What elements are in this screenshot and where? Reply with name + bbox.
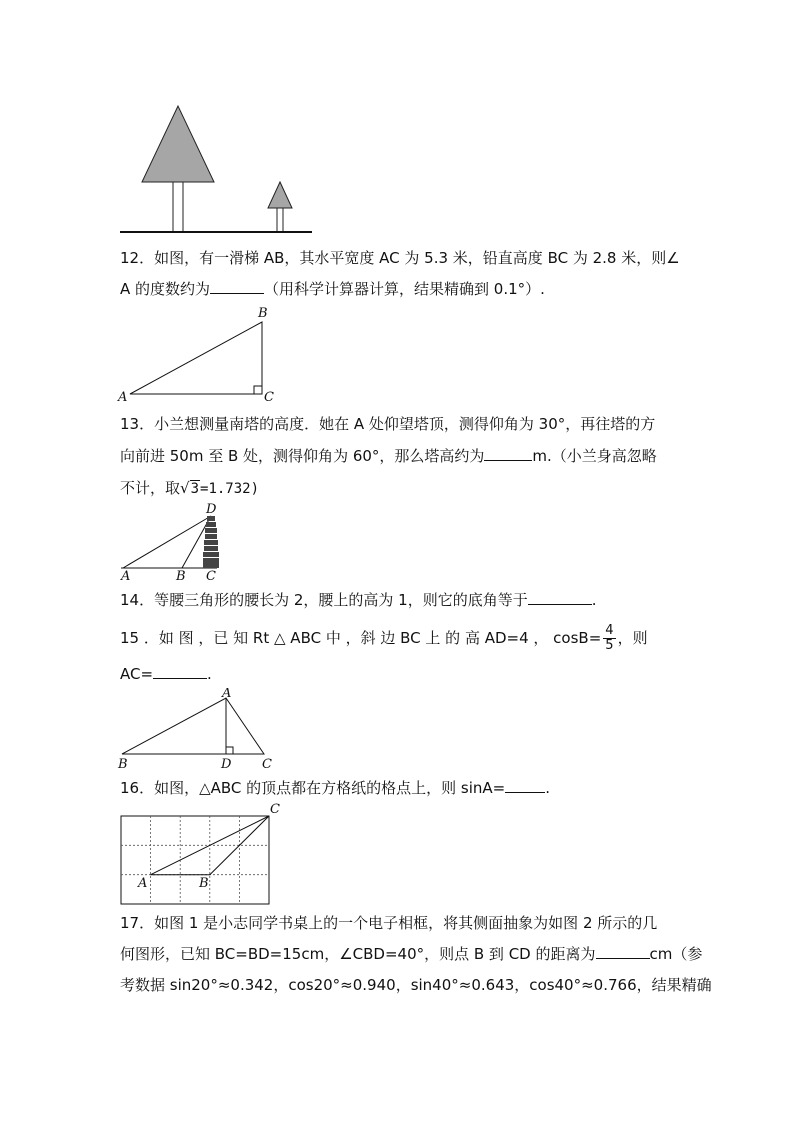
triangle-abc [130, 322, 262, 394]
q15-text-2b: . [207, 665, 212, 683]
trees-figure [118, 100, 318, 240]
q14-text-1a: 14．等腰三角形的腰长为 2，腰上的高为 1，则它的底角等于 [120, 591, 528, 609]
q16-label-b: B [199, 876, 209, 891]
grid-triangle-figure [115, 800, 285, 910]
fraction-numerator: 4 [605, 623, 614, 638]
q15-text-2a: AC= [120, 665, 154, 683]
q15-label-c: C [262, 757, 272, 772]
q13-answer-blank[interactable] [484, 446, 532, 461]
q15-answer-blank[interactable] [153, 664, 207, 679]
fraction-denominator: 5 [605, 638, 614, 653]
q17-line1 [120, 913, 657, 933]
q12-line2 [120, 279, 545, 299]
q16-text-1b: . [545, 779, 551, 797]
q13-line1 [120, 414, 655, 434]
q13-text-3b: =1.732) [200, 481, 260, 497]
q12-label-c: C [264, 390, 274, 404]
cos-fraction [603, 624, 615, 653]
q12-label-a: A [118, 390, 128, 404]
q16-label-a: A [138, 876, 148, 891]
q15-line1 [120, 624, 648, 653]
q17-text-1: 17．如图 1 是小志同学书桌上的一个电子相框，将其侧面抽象为如图 2 所示的几 [120, 914, 658, 932]
q15-label-b: B [118, 757, 128, 772]
q16-label-c: C [270, 802, 280, 817]
q12-answer-blank[interactable] [210, 279, 264, 294]
q13-label-c: C [206, 569, 216, 584]
q13-line3 [120, 478, 259, 499]
q14-answer-blank[interactable] [528, 590, 592, 605]
q13-text-3a: 不计，取 [120, 479, 181, 497]
q13-label-d: D [206, 502, 217, 517]
right-angle-mark [254, 386, 262, 394]
q12-text-2a: A 的度数约为 [120, 280, 211, 298]
pagoda-icon [203, 516, 219, 568]
q12-label-b: B [258, 306, 268, 321]
sight-line-a [123, 516, 211, 568]
q15-text-1a: 15 ．如 图 ，已 知 Rt △ ABC 中 ，斜 边 BC 上 的 高 AD=4 ， cosB= [120, 629, 602, 647]
q12-text-2b: （用科学计算器计算，结果精确到 0.1°）. [264, 280, 545, 298]
q13-label-a: A [121, 569, 131, 584]
slide-triangle-figure [115, 304, 285, 404]
altitude-right-angle-mark [226, 747, 233, 754]
q15-label-a: A [222, 688, 232, 701]
q17-line3 [120, 975, 712, 995]
q16-text-1a: 16．如图，△ABC 的顶点都在方格纸的格点上，则 sinA= [120, 779, 506, 797]
q14-text-1b: . [591, 591, 597, 609]
q13-line2 [120, 446, 657, 466]
q17-answer-blank[interactable] [596, 944, 650, 959]
short-tree-trunk [277, 208, 283, 232]
q15-line2 [120, 664, 212, 684]
q12-line1 [120, 248, 680, 268]
q17-text-3: 考数据 sin20°≈0.342，cos20°≈0.940，sin40°≈0.643，cos40°≈0.766，结果精确 [120, 976, 712, 994]
q15-label-d: D [221, 757, 232, 772]
q16-line1 [120, 778, 550, 798]
q14-line1 [120, 590, 597, 610]
sqrt-symbol: √3 [180, 479, 200, 497]
tall-tree-crown [142, 106, 214, 182]
q15-text-1b: ，则 [617, 629, 648, 647]
q13-text-2a: 向前进 50m 至 B 处，测得仰角为 60°，那么塔高约为 [120, 447, 485, 465]
short-tree-crown [268, 182, 292, 208]
q16-answer-blank[interactable] [505, 778, 545, 793]
sqrt-radicand: 3 [190, 481, 200, 497]
tall-tree-trunk [173, 182, 183, 232]
q17-text-2b: cm（参 [649, 945, 703, 963]
q17-text-2a: 何图形，已知 BC=BD=15cm，∠CBD=40°，则点 B 到 CD 的距离为 [120, 945, 596, 963]
triangle-abc-q15 [122, 698, 264, 754]
q17-line2 [120, 944, 702, 964]
q13-label-b: B [176, 569, 186, 584]
q13-text-1: 13．小兰想测量南塔的高度．她在 A 处仰望塔顶，测得仰角为 30°，再往塔的方 [120, 415, 656, 433]
q12-text-1: 12．如图，有一滑梯 AB，其水平宽度 AC 为 5.3 米，铅直高度 BC 为 2.8 米，则∠ [120, 249, 680, 267]
right-triangle-altitude-figure [115, 688, 275, 776]
q13-text-2b: m.（小兰身高忽略 [532, 447, 657, 465]
tower-figure [115, 500, 230, 585]
